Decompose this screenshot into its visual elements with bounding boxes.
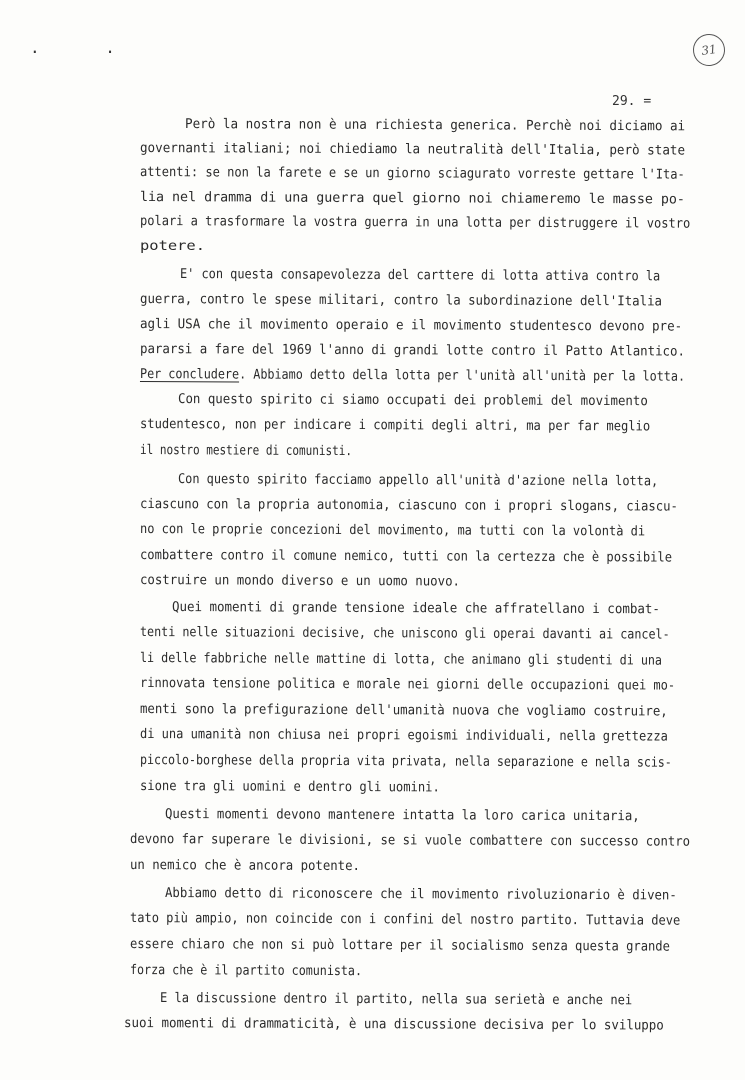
text-line: il nostro mestiere di comunisti. xyxy=(139,443,353,460)
page-stamp: 31 xyxy=(691,32,727,68)
text-line: no con le proprie concezioni del movimento, ma tutti con la volontà di xyxy=(139,522,646,540)
text-line: E la discussione dentro il partito, nella sua serietà e anche nei xyxy=(159,991,633,1009)
underlined-lead: Per concludere xyxy=(139,367,240,383)
text-line: polari a trasformare la vostra guerra in una lotta per distruggere il vostro xyxy=(139,214,691,232)
text-line: combattere contro il comune nemico, tutti con la certezza che è possibile xyxy=(139,548,673,566)
text-line: potere. xyxy=(140,239,206,254)
margin-dots: . . xyxy=(30,38,143,57)
text-line: li delle fabbriche nelle mattine di lotta, che animano gli studenti di una xyxy=(139,651,663,669)
text-line: Quei momenti di grande tensione ideale che affratellano i combat- xyxy=(171,600,660,618)
text-line: guerra, contro le spese militari, contro la subordinazione dell'Italia xyxy=(139,292,663,310)
text-line: attenti: se non la farete e se un giorno sciagurato vorreste gettare l'Ita- xyxy=(139,165,685,183)
text-line: E' con questa consapevolezza del carttere di lotta attiva contro la xyxy=(179,267,661,285)
text-line: forza che è il partito comunista. xyxy=(129,963,363,980)
text-line: un nemico che è ancora potente. xyxy=(129,858,360,875)
text-line: menti sono la prefigurazione dell'umanità nuova che vogliamo costruire, xyxy=(139,702,668,720)
text-line: Però la nostra non è una richiesta generica. Perchè noi diciamo ai xyxy=(184,117,686,135)
text-line: essere chiaro che non si può lottare per il socialismo senza questa grande xyxy=(129,937,670,955)
text-line: devono far superare le divisioni, se si vuole combattere con successo contro xyxy=(129,832,691,850)
text-line: agli USA che il movimento operaio e il movimento studentesco devono pre- xyxy=(139,317,683,335)
page-number-mark: = xyxy=(643,94,652,109)
text-line: ciascuno con la propria autonomia, ciascuno con i propri slogans, ciascu- xyxy=(139,497,678,515)
text-line: Con questo spirito facciamo appello all'unità d'azione nella lotta, xyxy=(177,472,659,490)
text-line: Abbiamo detto di riconoscere che il movimento rivoluzionario è diven- xyxy=(164,886,677,904)
text-line: pararsi a fare del 1969 l'anno di grandi lotte contro il Patto Atlantico. xyxy=(139,342,685,360)
text-line: tato più ampio, non coincide con i confini del nostro partito. Tuttavia deve xyxy=(129,911,681,929)
conclusion-text: . Abbiamo detto della lotta per l'unità all'unità per la lotta. xyxy=(239,367,686,385)
page-number xyxy=(612,94,651,109)
text-line: Con questo spirito ci siamo occupati dei problemi del movimento xyxy=(177,392,648,410)
text-line: governanti italiani; noi chiediamo la neutralità dell'Italia, però state xyxy=(139,141,686,159)
text-line: tenti nelle situazioni decisive, che uniscono gli operai davanti ai cancel- xyxy=(139,625,670,643)
text-line: Questi momenti devono mantenere intatta la loro carica unitaria, xyxy=(164,807,640,825)
text-line: piccolo-borghese della propria vita privata, nella separazione e nella scis- xyxy=(139,753,672,771)
text-line: studentesco, non per indicare i compiti degli altri, ma per far meglio xyxy=(139,417,651,435)
page-number-value: 29. xyxy=(612,94,636,109)
text-line: di una umanità non chiusa nei propri egoismi individuali, nella grettezza xyxy=(139,727,668,745)
text-line: sione tra gli uomini e dentro gli uomini. xyxy=(139,779,440,796)
text-line-conclusion xyxy=(140,366,685,387)
text-line: rinnovata tensione politica e morale nei giorni delle occupazioni quei mo- xyxy=(139,676,676,694)
text-line: costruire un mondo diverso e un uomo nuovo. xyxy=(139,573,461,590)
text-line: lia nel dramma di una guerra quel giorno noi chiameremo le masse po- xyxy=(139,190,685,208)
text-line: suoi momenti di drammaticità, è una discussione decisiva per lo sviluppo xyxy=(123,1016,664,1034)
